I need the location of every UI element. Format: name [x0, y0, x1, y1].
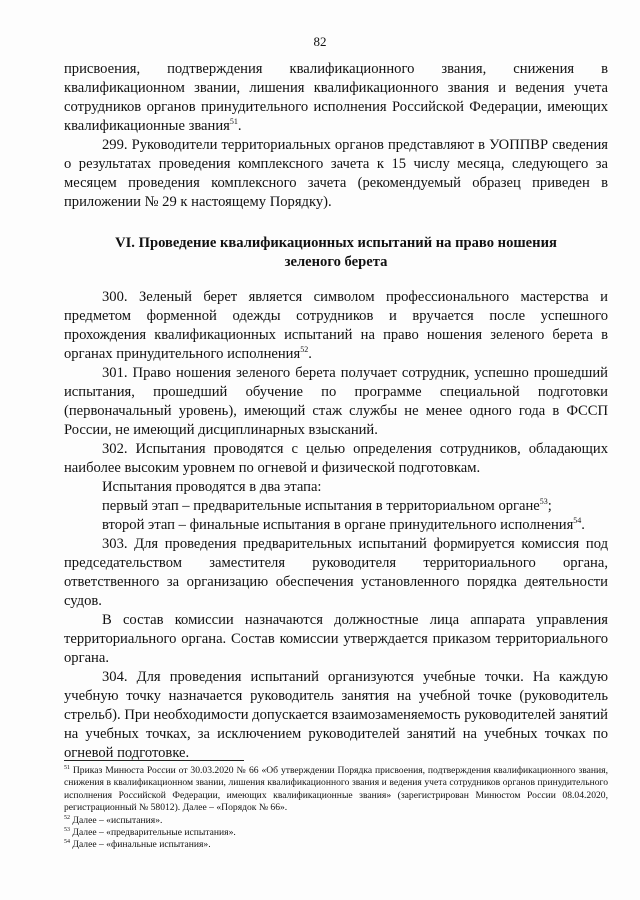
paragraph-303: [64, 535, 608, 611]
paragraph-tail: .: [308, 346, 312, 362]
footnote-number: 53: [64, 827, 70, 834]
paragraph-301: [64, 364, 608, 440]
paragraph-302: [64, 440, 608, 478]
paragraph-text: первый этап – предварительные испытания в территориальном органе: [102, 498, 540, 514]
paragraph-text: присвоения, подтверждения квалификационного звания, снижения в квалификационном звании, лишения квалификационного звания и ведения учета сотрудников органов принудительного исполнения Российской Федерации, имеющих квалификационные звания: [64, 61, 608, 134]
footnote-text: Далее – «финальные испытания».: [70, 839, 211, 851]
footnote-text: Далее – «предварительные испытания».: [70, 827, 236, 839]
paragraph-stages-intro: [64, 478, 608, 497]
paragraph-text: Испытания проводятся в два этапа:: [102, 479, 322, 495]
paragraph-text: В состав комиссии назначаются должностные лица аппарата управления территориального органа. Состав комиссии утверждается приказом территориального органа.: [64, 612, 608, 666]
paragraph-commission: [64, 611, 608, 668]
footnote-number: 51: [64, 765, 70, 771]
footnote-text: Далее – «испытания».: [70, 814, 163, 826]
paragraph-300: [64, 288, 608, 364]
paragraph-299: [64, 136, 608, 212]
footnote-number: 52: [64, 814, 70, 821]
page-number: 82: [313, 34, 327, 49]
footnote-text: Приказ Минюста России от 30.03.2020 № 66 «Об утверждении Порядка присвоения, подтверждения квалификационного звания, снижения в квалификационном звании, лишения квалификационного звания и ведения учета сотрудников органов принудительного исполнения Российской Федерации, имеющих квалификационные звания» (зарегистрирован Минюстом России 08.04.2020, регистрационный № 58012). Далее – «Порядок № 66».: [64, 765, 608, 814]
paragraph-tail: .: [581, 517, 585, 533]
footnote-53: [64, 827, 608, 839]
paragraph-text: 302. Испытания проводятся с целью определения сотрудников, обладающих наиболее высоким уровнем по огневой и физической подготовкам.: [64, 441, 608, 476]
paragraph-tail: ;: [547, 498, 552, 514]
footnote-ref-52[interactable]: 52: [300, 345, 309, 354]
footnote-ref-51[interactable]: 51: [229, 117, 238, 126]
footnote-ref-53[interactable]: 53: [539, 497, 548, 506]
footnote-ref-54[interactable]: 54: [573, 516, 582, 525]
footnote-number: 54: [64, 839, 70, 846]
footnote-divider: [64, 760, 244, 761]
paragraph-continuation: [64, 60, 608, 136]
paragraph-text: 299. Руководители территориальных органов представляют в УОППВР сведения о результатах проведения комплексного зачета к 15 числу месяца, следующего за месяцем проведения комплексного зачета (рекомендуемый образец приведен в приложении № 29 к настоящему Порядку).: [64, 137, 608, 210]
paragraph-text: 301. Право ношения зеленого берета получает сотрудник, успешно прошедший испытания, прошедший обучение по программе специальной подготовки (первоначальный уровень), имеющий стаж службы не менее одного года в ФССП России, не имеющий дисциплинарных взысканий.: [64, 365, 608, 438]
paragraph-text: 300. Зеленый берет является символом профессионального мастерства и предметом форменной одежды сотрудников и вручается после успешного прохождения квалификационных испытаний на право ношения зеленого берета в органах принудительного исполнения: [64, 289, 608, 362]
footnote-54: [64, 839, 608, 851]
paragraph-text: второй этап – финальные испытания в органе принудительного исполнения: [102, 517, 574, 533]
paragraph-text: 304. Для проведения испытаний организуются учебные точки. На каждую учебную точку назначается руководитель занятия на учебной точке (руководитель стрельб). При необходимости допускается взаимозаменяемость руководителей занятий на учебных точках, за исключением руководителей занятий на учебных точках по огневой подготовке.: [64, 669, 608, 761]
footnotes: [64, 765, 608, 852]
footnote-52: [64, 815, 608, 827]
section-heading-line-1: VI. Проведение квалификационных испытаний на право ношения: [115, 235, 557, 251]
section-heading-line-2: зеленого берета: [284, 254, 388, 270]
footnote-51: [64, 765, 608, 815]
paragraph-304: [64, 668, 608, 763]
section-heading: [64, 234, 608, 272]
paragraph-tail: .: [237, 118, 242, 134]
paragraph-stage-1: [64, 497, 608, 516]
paragraph-stage-2: [64, 516, 608, 535]
document-body: [64, 60, 608, 763]
paragraph-text: 303. Для проведения предварительных испытаний формируется комиссия под председательством заместителя руководителя территориального органа, ответственного за организацию обеспечения установленного порядка деятельности судов.: [64, 536, 608, 609]
